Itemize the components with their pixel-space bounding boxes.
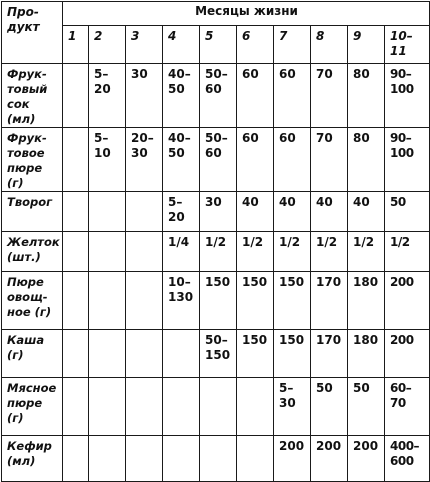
table-cell: 1/2 bbox=[385, 232, 430, 272]
table-cell: 1/2 bbox=[311, 232, 348, 272]
table-cell bbox=[63, 378, 89, 436]
table-cell bbox=[89, 436, 126, 482]
table-cell: 50 bbox=[311, 378, 348, 436]
table-cell: 1/4 bbox=[163, 232, 200, 272]
table-cell bbox=[89, 192, 126, 232]
table-row bbox=[2, 378, 430, 436]
table-cell bbox=[63, 436, 89, 482]
table-cell: 40 bbox=[348, 192, 385, 232]
table-cell bbox=[63, 64, 89, 128]
table-cell bbox=[89, 272, 126, 330]
table-cell: 50 bbox=[348, 378, 385, 436]
table-cell: 60 bbox=[237, 128, 274, 192]
table-cell: 60– 70 bbox=[385, 378, 430, 436]
table-cell bbox=[163, 436, 200, 482]
table-cell bbox=[200, 436, 237, 482]
product-label: Фрук- товое пюре (г) bbox=[2, 128, 63, 192]
table-cell: 40 bbox=[274, 192, 311, 232]
table-row bbox=[2, 232, 430, 272]
feeding-schedule-table bbox=[1, 1, 430, 482]
table-cell: 180 bbox=[348, 272, 385, 330]
table-cell: 10– 130 bbox=[163, 272, 200, 330]
table-row bbox=[2, 192, 430, 232]
table-cell: 1/2 bbox=[274, 232, 311, 272]
table-cell: 200 bbox=[348, 436, 385, 482]
table-cell: 50– 60 bbox=[200, 128, 237, 192]
table-row bbox=[2, 436, 430, 482]
table-cell: 5– 10 bbox=[89, 128, 126, 192]
table-cell: 200 bbox=[385, 272, 430, 330]
table-cell: 5– 30 bbox=[274, 378, 311, 436]
table-body bbox=[2, 64, 430, 482]
product-label: Мясное пюре (г) bbox=[2, 378, 63, 436]
table-cell bbox=[126, 330, 163, 378]
table-row bbox=[2, 272, 430, 330]
product-label: Пюре овощ- ное (г) bbox=[2, 272, 63, 330]
table-cell: 20– 30 bbox=[126, 128, 163, 192]
table-cell bbox=[126, 378, 163, 436]
table-cell: 1/2 bbox=[200, 232, 237, 272]
product-label: Фрук- товый сок (мл) bbox=[2, 64, 63, 128]
table-cell bbox=[63, 330, 89, 378]
table-cell: 40– 50 bbox=[163, 128, 200, 192]
table-cell: 40 bbox=[237, 192, 274, 232]
table-cell bbox=[126, 436, 163, 482]
product-label: Творог bbox=[2, 192, 63, 232]
table-cell: 200 bbox=[311, 436, 348, 482]
table-cell bbox=[237, 378, 274, 436]
table-cell: 200 bbox=[274, 436, 311, 482]
table-cell: 40 bbox=[311, 192, 348, 232]
table-cell bbox=[63, 128, 89, 192]
product-label: Кефир (мл) bbox=[2, 436, 63, 482]
table-cell: 40– 50 bbox=[163, 64, 200, 128]
month-numbers-row bbox=[2, 26, 430, 64]
table-cell: 60 bbox=[237, 64, 274, 128]
table-cell: 180 bbox=[348, 330, 385, 378]
table-cell: 70 bbox=[311, 128, 348, 192]
table-row bbox=[2, 128, 430, 192]
month-header-6: 6 bbox=[237, 26, 274, 64]
table-cell bbox=[163, 378, 200, 436]
table-cell bbox=[89, 378, 126, 436]
month-header-1: 1 bbox=[63, 26, 89, 64]
table-cell: 60 bbox=[274, 128, 311, 192]
table-cell: 150 bbox=[200, 272, 237, 330]
table-cell bbox=[200, 378, 237, 436]
table-cell: 170 bbox=[311, 272, 348, 330]
table-cell bbox=[89, 330, 126, 378]
table-cell: 170 bbox=[311, 330, 348, 378]
table-cell: 1/2 bbox=[237, 232, 274, 272]
table-cell: 30 bbox=[200, 192, 237, 232]
table-row bbox=[2, 330, 430, 378]
product-column-header: Про- дукт bbox=[2, 2, 63, 64]
table-cell: 50 bbox=[385, 192, 430, 232]
month-header-2: 2 bbox=[89, 26, 126, 64]
month-header-9: 9 bbox=[348, 26, 385, 64]
table-cell bbox=[63, 272, 89, 330]
table-cell bbox=[163, 330, 200, 378]
product-label: Желток (шт.) bbox=[2, 232, 63, 272]
month-header-8: 8 bbox=[311, 26, 348, 64]
table-cell bbox=[126, 232, 163, 272]
table-cell: 50– 60 bbox=[200, 64, 237, 128]
table-cell: 90– 100 bbox=[385, 64, 430, 128]
table-cell bbox=[63, 232, 89, 272]
table-cell: 70 bbox=[311, 64, 348, 128]
months-header: Месяцы жизни bbox=[63, 2, 430, 26]
table-cell: 5– 20 bbox=[89, 64, 126, 128]
table-cell: 80 bbox=[348, 64, 385, 128]
table-cell: 90– 100 bbox=[385, 128, 430, 192]
table-row bbox=[2, 64, 430, 128]
table-cell: 400– 600 bbox=[385, 436, 430, 482]
table-cell: 50– 150 bbox=[200, 330, 237, 378]
table-cell bbox=[89, 232, 126, 272]
table-cell: 1/2 bbox=[348, 232, 385, 272]
table-cell: 80 bbox=[348, 128, 385, 192]
table-cell bbox=[126, 272, 163, 330]
month-header-10-11: 10– 11 bbox=[385, 26, 430, 64]
table-cell: 150 bbox=[274, 330, 311, 378]
table-cell bbox=[126, 192, 163, 232]
month-header-3: 3 bbox=[126, 26, 163, 64]
table-cell: 60 bbox=[274, 64, 311, 128]
table-cell bbox=[237, 436, 274, 482]
month-header-7: 7 bbox=[274, 26, 311, 64]
table-cell: 150 bbox=[237, 330, 274, 378]
month-header-4: 4 bbox=[163, 26, 200, 64]
table-cell: 150 bbox=[237, 272, 274, 330]
month-header-5: 5 bbox=[200, 26, 237, 64]
table-cell: 5– 20 bbox=[163, 192, 200, 232]
table-cell bbox=[63, 192, 89, 232]
table-cell: 30 bbox=[126, 64, 163, 128]
header-row-top bbox=[2, 2, 430, 26]
product-label: Каша (г) bbox=[2, 330, 63, 378]
table-cell: 200 bbox=[385, 330, 430, 378]
table-cell: 150 bbox=[274, 272, 311, 330]
